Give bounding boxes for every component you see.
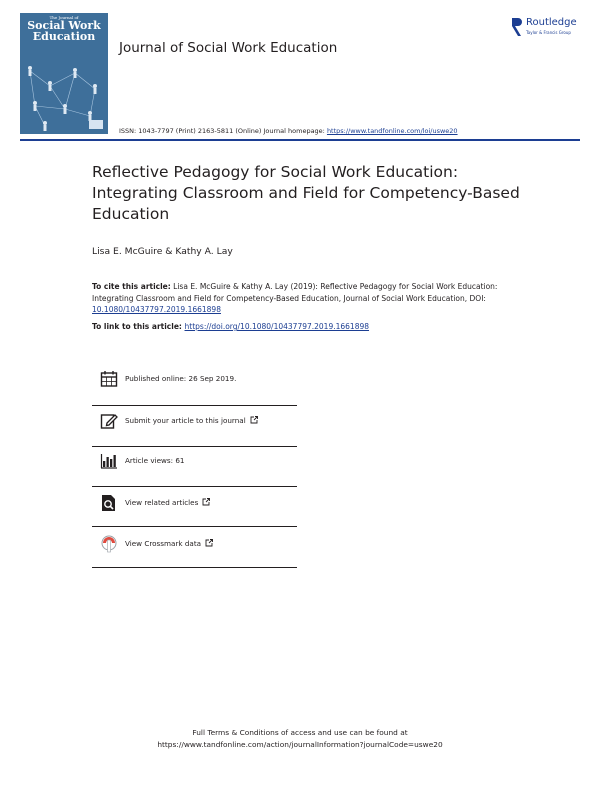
related-articles-link[interactable] (125, 498, 210, 507)
footer (0, 727, 600, 751)
citation-text: Lisa E. McGuire & Kathy A. Lay (2019): Reflective Pedagogy for Social Work Education: Integrating Classroom and Field for Competency-Based Education, Journal of Social Work Education, DOI: (92, 282, 498, 303)
header-divider (20, 139, 580, 141)
info-divider (92, 526, 297, 527)
footer-terms-url[interactable]: https://www.tandfonline.com/action/journalInformation?journalCode=uswe20 (157, 740, 443, 749)
info-divider (92, 405, 297, 406)
submit-article-label: Submit your article to this journal (125, 416, 246, 425)
published-online-row (97, 370, 297, 410)
external-link-icon (205, 539, 213, 547)
info-divider (92, 446, 297, 447)
journal-homepage-link[interactable]: https://www.tandfonline.com/loi/uswe20 (326, 127, 458, 135)
info-divider (92, 486, 297, 487)
info-divider (92, 567, 297, 568)
publisher-badge (89, 120, 103, 129)
crossmark-icon (100, 535, 118, 553)
publisher-tagline: Taylor & Francis Group (526, 30, 571, 35)
article-doi-url[interactable]: https://doi.org/10.1080/10437797.2019.1661898 (184, 322, 370, 331)
published-date: Published online: 26 Sep 2019. (125, 374, 237, 383)
submit-article-link[interactable] (125, 416, 258, 425)
bar-chart-icon (100, 452, 118, 470)
crossmark-row[interactable] (97, 535, 297, 575)
external-link-icon (250, 416, 258, 424)
issn-line (119, 127, 458, 135)
edit-document-icon (100, 412, 118, 430)
related-articles-label: View related articles (125, 498, 199, 507)
journal-cover-image (20, 13, 108, 134)
calendar-icon (100, 370, 118, 388)
crossmark-link[interactable] (125, 539, 213, 548)
issn-text: ISSN: 1043-7797 (Print) 2163-5811 (Online) Journal homepage: (119, 127, 327, 135)
article-link-label: To link to this article: (92, 322, 185, 331)
citation-doi-link[interactable]: 10.1080/10437797.2019.1661898 (92, 305, 221, 314)
journal-title: Journal of Social Work Education (119, 40, 338, 56)
external-link-icon (202, 498, 210, 506)
publisher-name: Routledge (526, 17, 577, 28)
article-views: Article views: 61 (125, 456, 185, 465)
routledge-r-icon (511, 17, 523, 37)
article-title: Reflective Pedagogy for Social Work Education: Integrating Classroom and Field for Competency-Based Education (92, 163, 520, 223)
crossmark-label: View Crossmark data (125, 539, 202, 548)
cover-line-3: Education (32, 30, 96, 43)
citation-block (92, 281, 512, 316)
related-articles-row[interactable] (97, 494, 297, 534)
routledge-logo (511, 17, 591, 41)
cover-line-2: Social Work (27, 19, 101, 32)
citation-label: To cite this article: (92, 282, 171, 291)
footer-terms: Full Terms & Conditions of access and use can be found at (192, 728, 408, 737)
cover-title (20, 13, 108, 63)
article-link-line (92, 322, 369, 331)
search-document-icon (100, 494, 118, 512)
cover-line-1: The Journal of (49, 15, 79, 20)
article-authors: Lisa E. McGuire & Kathy A. Lay (92, 246, 233, 257)
